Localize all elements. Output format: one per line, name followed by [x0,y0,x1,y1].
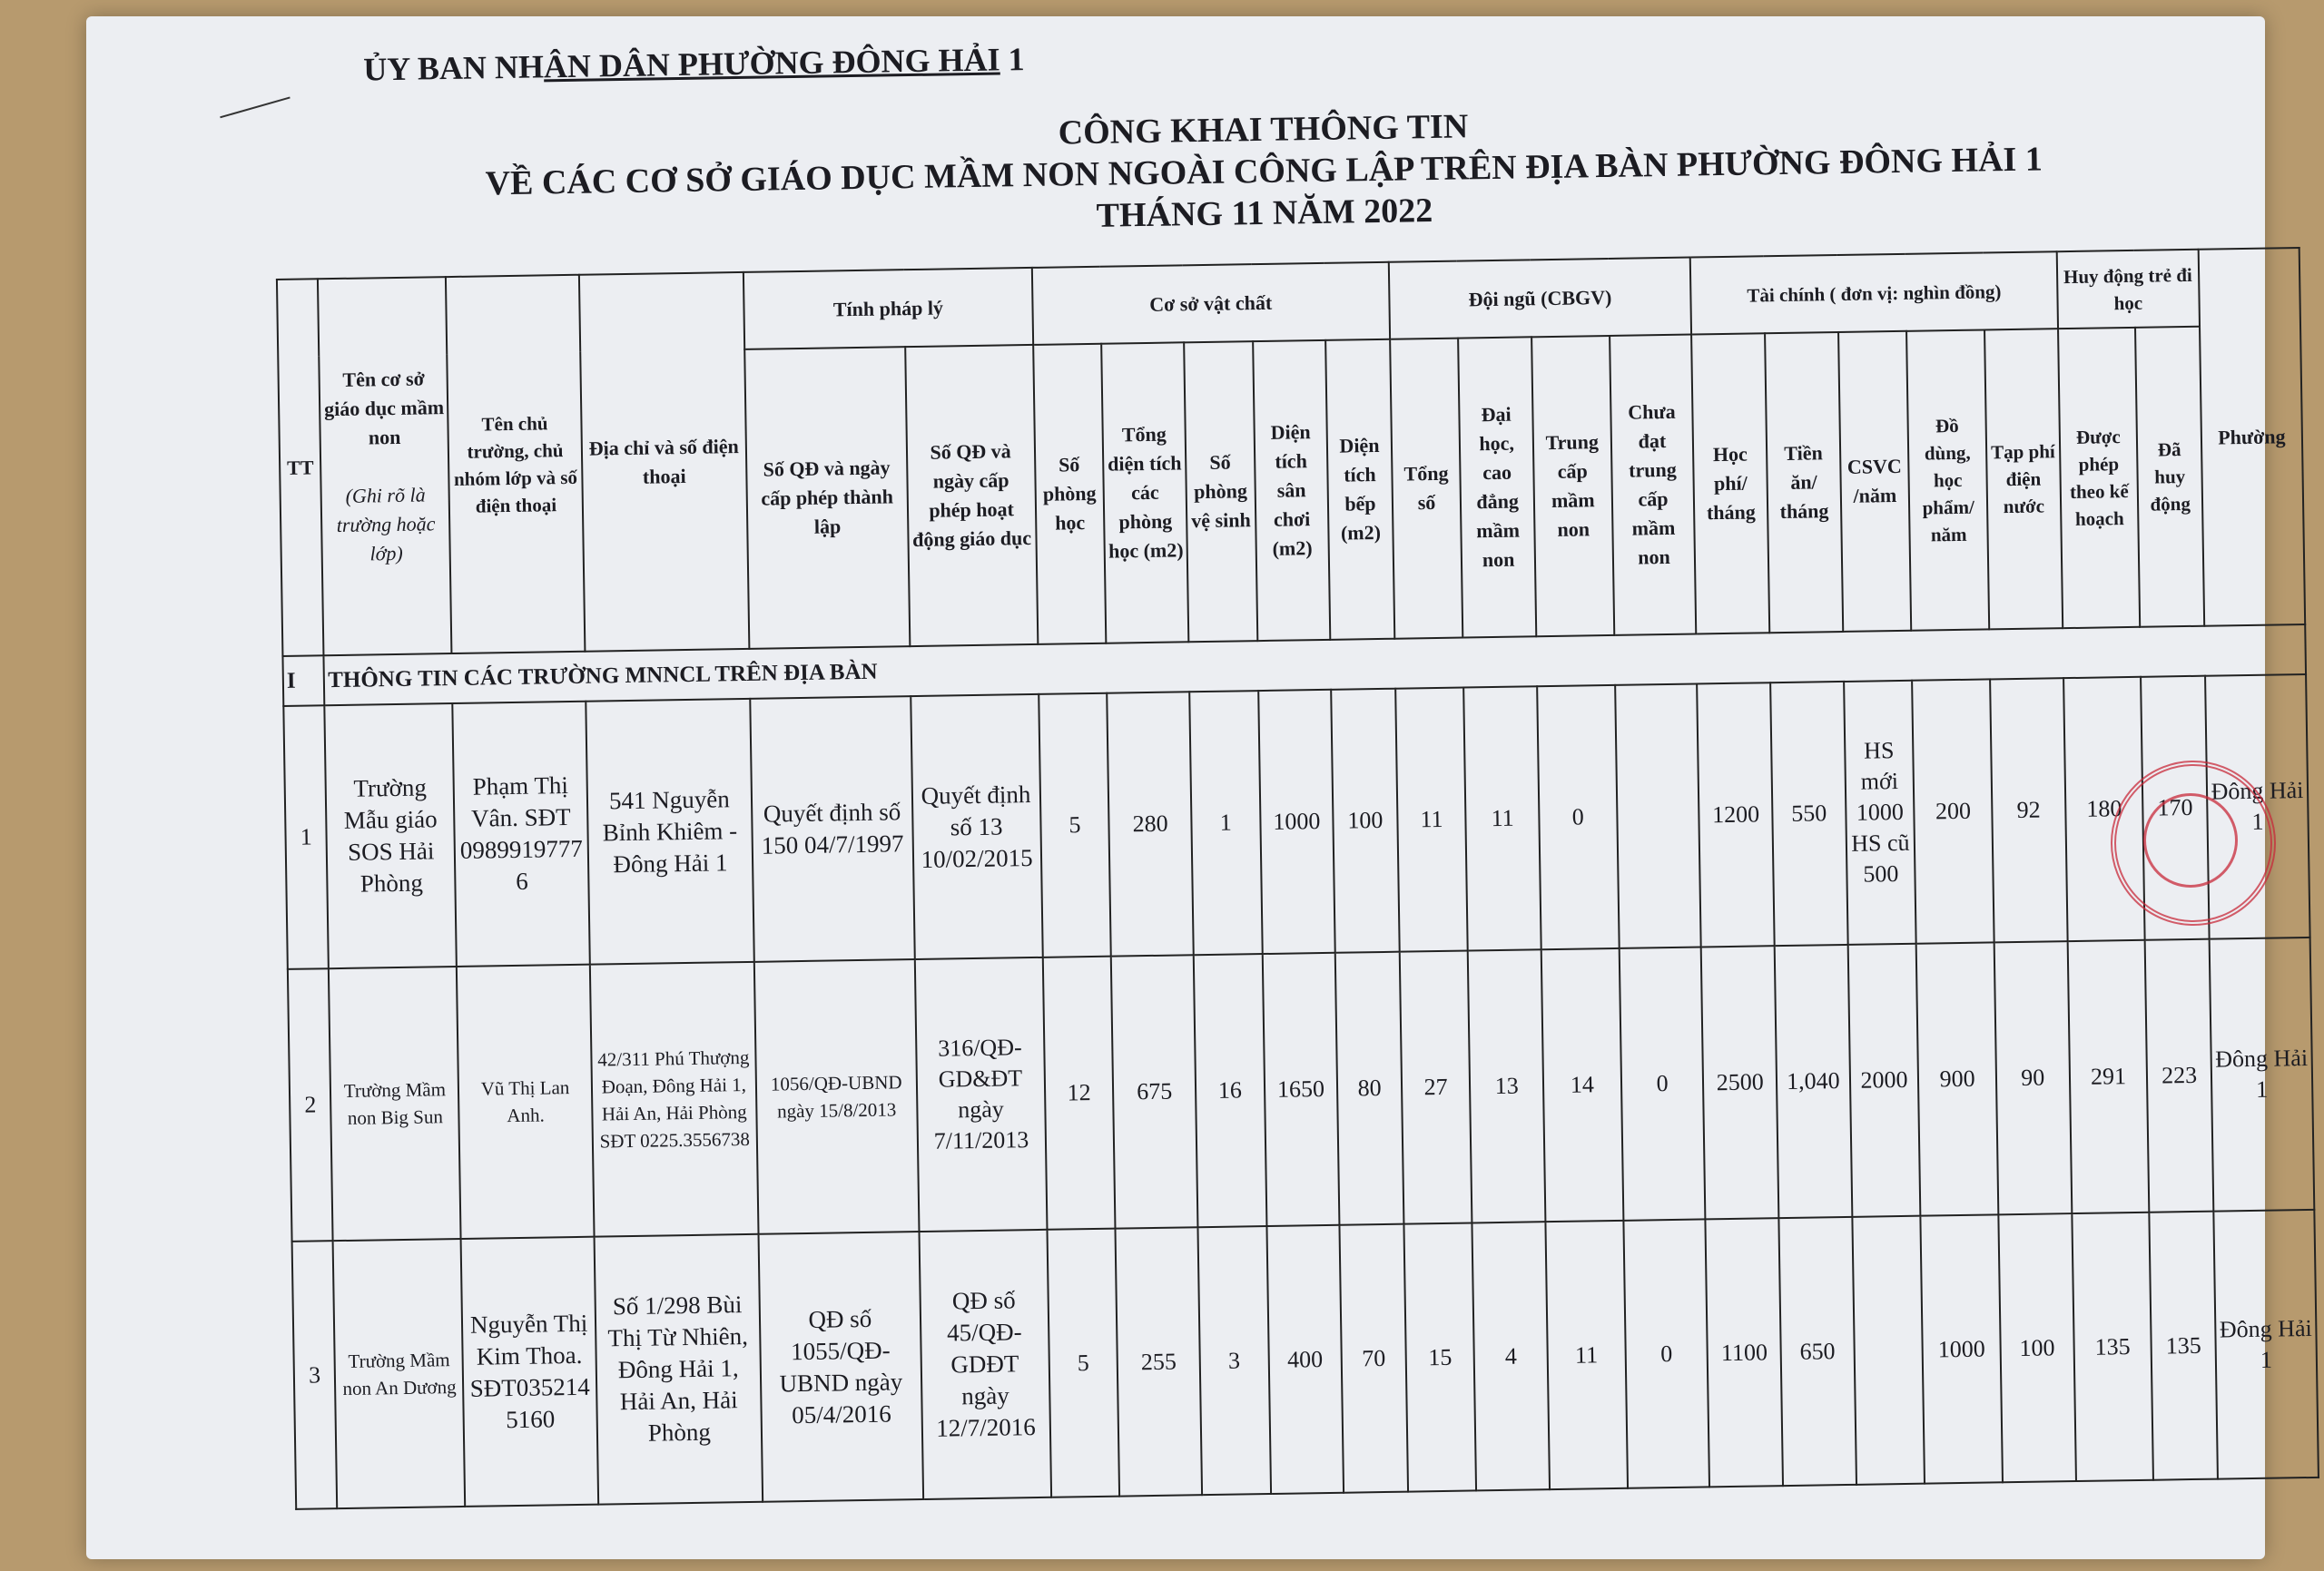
cell-supplies: 200 [1912,679,1994,943]
cell-qd-found: QĐ số 1055/QĐ-UBND ngày 05/4/2016 [759,1232,923,1502]
header-owner: Tên chủ trường, chủ nhóm lớp và số điện thoại [446,275,585,653]
header-tt: TT [277,279,324,656]
cell-qd-edu: 316/QĐ-GD&ĐT ngày 7/11/2013 [914,957,1047,1232]
cell-address: 42/311 Phú Thượng Đoạn, Đông Hải 1, Hải An, Hải Phòng SĐT 0225.3556738 [589,962,758,1237]
cell-ward: Đông Hải 1 [2205,674,2310,939]
header-staff: Đội ngũ (CBGV) [1389,258,1692,339]
title-line-2: VỀ CÁC CƠ SỞ GIÁO DỤC MẦM NON NGOÀI CÔNG LẬP TRÊN ĐỊA BÀN PHƯỜNG ĐÔNG HẢI 1 [485,140,2043,203]
cell-kitchen: 70 [1340,1224,1408,1493]
cell-owner: Vũ Thị Lan Anh. [457,965,594,1239]
table-row [288,938,2314,1242]
document-title [219,93,2309,250]
schools-table [276,247,2319,1510]
cell-mobilized: 135 [2150,1212,2218,1480]
header-supplies: Đồ dùng, học phẩm/ năm [1906,329,1989,630]
header-facility: Cơ sở vật chất [1031,262,1389,345]
header-qd-edu: Số QĐ và ngày cấp phép hoạt động giáo dục [905,345,1038,646]
cell-area-rooms: 675 [1111,955,1197,1228]
header-total: Tổng số [1390,339,1463,639]
cell-misc: 90 [1994,941,2072,1214]
section-number: I [282,655,324,706]
header-intermediate: Trung cấp mầm non [1531,336,1614,636]
pen-mark [220,96,290,118]
cell-name: Trường Mẫu giáo SOS Hải Phòng [325,703,458,968]
section-label: THÔNG TIN CÁC TRƯỜNG MNNCL TRÊN ĐỊA BÀN [324,624,2306,705]
cell-planned: 180 [2063,677,2145,941]
cell-tuition: 2500 [1701,946,1778,1219]
header-area-rooms: Tổng diện tích các phòng học (m2) [1101,342,1188,643]
cell-supplies: 900 [1916,942,1998,1215]
cell-mobilized: 170 [2141,676,2209,940]
red-seal-stamp [2111,761,2276,926]
cell-qd-found: Quyết định số 150 04/7/1997 [750,696,914,962]
header-csvc: CSVC /năm [1838,331,1912,632]
cell-toilets: 1 [1189,691,1262,955]
header-legal: Tính pháp lý [743,268,1033,349]
header-planned: Được phép theo kế hoạch [2058,328,2141,628]
cell-college: 4 [1472,1222,1550,1490]
cell-total: 27 [1399,950,1472,1223]
cell-below: 0 [1623,1219,1709,1488]
cell-qd-edu: QĐ số 45/QĐ-GDĐT ngày 12/7/2016 [919,1230,1051,1499]
cell-address: 541 Nguyễn Bỉnh Khiêm - Đông Hải 1 [586,699,754,965]
cell-rooms: 12 [1042,957,1115,1230]
cell-misc: 92 [1990,678,2067,942]
cell-yard: 1650 [1262,953,1339,1226]
cell-below [1615,683,1701,948]
cell-area-rooms: 255 [1116,1227,1202,1496]
cell-tt: 1 [283,705,329,969]
document-page [86,16,2312,1559]
cell-kitchen: 100 [1331,689,1399,953]
cell-planned: 135 [2072,1213,2153,1481]
cell-csvc: HS mới 1000 HS cũ 500 [1844,681,1916,945]
header-finance: Tài chính ( đơn vị: nghìn đồng) [1690,251,2058,334]
header-tuition: Học phí/ tháng [1691,333,1769,633]
cell-rooms: 5 [1047,1229,1119,1497]
cell-kitchen: 80 [1335,952,1403,1225]
cell-qd-edu: Quyết định số 13 10/02/2015 [911,694,1043,959]
cell-ward: Đông Hải 1 [2213,1210,2319,1479]
document-content [218,20,2324,1559]
cell-meals: 1,040 [1775,945,1852,1218]
cell-qd-found: 1056/QĐ-UBND ngày 15/8/2013 [754,959,919,1234]
header-name: Tên cơ sở giáo dục mầm non (Ghi rõ là trường hoặc lớp) [318,277,452,655]
cell-csvc [1852,1216,1925,1485]
cell-supplies: 1000 [1921,1214,2003,1483]
table-row [292,1210,2319,1509]
header-rooms: Số phòng học [1033,344,1107,644]
cell-tt: 3 [292,1241,338,1509]
table-row [283,674,2309,969]
header-ward: Phường [2199,248,2306,626]
cell-total: 11 [1395,688,1468,952]
cell-ward: Đông Hải 1 [2210,938,2315,1212]
cell-tuition: 1200 [1698,682,1775,947]
cell-owner: Phạm Thị Vân. SĐT 09899197776 [453,702,590,967]
header-meals: Tiền ăn/ tháng [1765,332,1843,633]
cell-intermediate: 11 [1545,1221,1627,1489]
cell-intermediate: 0 [1537,685,1619,949]
cell-address: Số 1/298 Bùi Thị Từ Nhiên, Đông Hải 1, Hải An, Hải Phòng [594,1234,763,1505]
cell-csvc: 2000 [1847,944,1920,1217]
header-address: Địa chỉ và số điện thoại [579,272,750,652]
cell-meals: 650 [1778,1217,1856,1486]
cell-college: 11 [1464,686,1541,950]
header-toilets: Số phòng vệ sinh [1184,341,1257,642]
header-misc: Tạp phí điện nước [1984,329,2063,629]
cell-mobilized: 223 [2145,939,2213,1213]
header-kitchen: Diện tích bếp (m2) [1325,339,1394,640]
cell-total: 15 [1403,1222,1476,1491]
header-mobilized: Đã huy động [2135,327,2204,627]
cell-toilets: 16 [1194,954,1266,1227]
cell-yard: 400 [1266,1225,1344,1494]
cell-name: Trường Mầm non An Dương [333,1239,466,1508]
header-below: Chưa đạt trung cấp mầm non [1610,335,1697,635]
cell-yard: 1000 [1258,690,1335,954]
cell-misc: 100 [1998,1213,2075,1482]
cell-tuition: 1100 [1706,1218,1783,1487]
cell-planned: 291 [2067,940,2149,1213]
header-college: Đại học, cao đẳng mầm non [1458,337,1536,637]
cell-area-rooms: 280 [1107,692,1193,956]
cell-below: 0 [1619,947,1705,1220]
issuing-authority: ỦY BAN NHÂN DÂN PHƯỜNG ĐÔNG HẢI 1 [362,41,1025,88]
cell-name: Trường Mầm non Big Sun [329,967,461,1241]
cell-owner: Nguyễn Thị Kim Thoa. SĐT0352145160 [461,1237,598,1507]
title-line-3: THÁNG 11 NĂM 2022 [1096,191,1433,235]
header-yard: Diện tích sân chơi (m2) [1253,340,1331,641]
title-line-1: CÔNG KHAI THÔNG TIN [1058,107,1469,152]
cell-toilets: 3 [1197,1226,1270,1495]
cell-meals: 550 [1770,682,1847,946]
cell-tt: 2 [288,968,333,1242]
cell-intermediate: 14 [1541,948,1623,1222]
header-qd-found: Số QĐ và ngày cấp phép thành lập [744,347,910,649]
cell-college: 13 [1468,949,1545,1222]
cell-rooms: 5 [1039,693,1111,957]
header-mobilize: Huy động trẻ đi học [2056,250,2200,329]
